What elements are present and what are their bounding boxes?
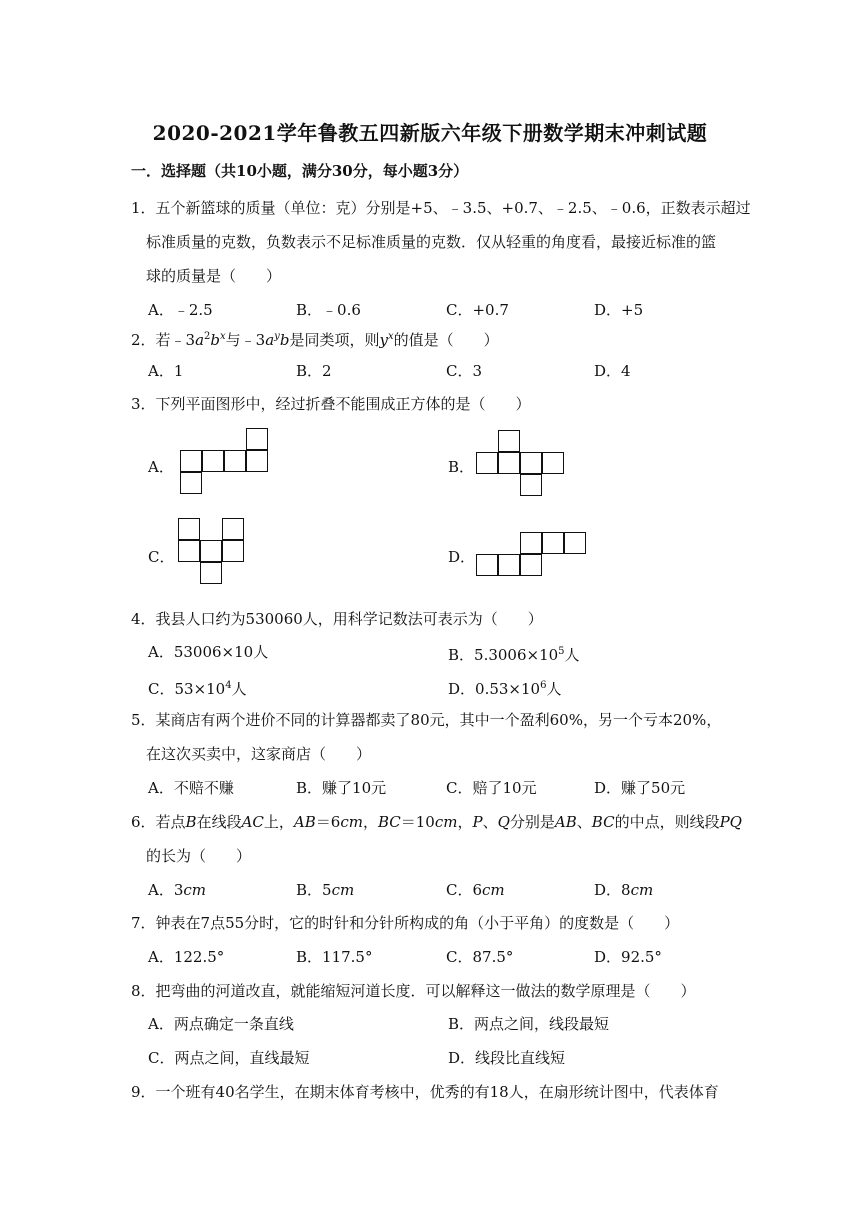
q4-option-d: D．$0.53\times 10^6$人 (448, 680, 562, 698)
q3-option-b-label: B． (448, 458, 475, 476)
q5-option-c: C．赔了10元 (446, 779, 537, 797)
q4-option-a: A．53006×10人 (148, 643, 269, 661)
q4-option-c: C．$53\times 10^4$人 (148, 680, 247, 698)
q2-option-b: B．2 (296, 362, 332, 380)
q7-option-a: A．122.5° (148, 948, 225, 966)
q5-option-b: B．赚了10元 (296, 779, 387, 797)
q8-option-c: C．两点之间，直线最短 (148, 1049, 310, 1067)
q5-option-d: D．赚了50元 (594, 779, 686, 797)
q9-line1: 9．一个班有40名学生，在期末体育考核中，优秀的有18人，在扇形统计图中，代表体育 (131, 1083, 719, 1101)
q3-option-d-label: D． (448, 548, 476, 566)
q2-line1: 2．若$﹣3a^2b^x$与$﹣3a^yb$是同类项，则$y^x$的值是（ ） (131, 331, 499, 349)
q6-option-c: C．6cm (446, 881, 505, 899)
q3-option-a-label: A． (148, 458, 174, 476)
q1-line1: 1．五个新篮球的质量（单位：克）分别是+5、﹣3.5、+0.7、﹣2.5、﹣0.6，正数表示超过 (131, 199, 751, 217)
q5-option-a: A．不赔不赚 (148, 779, 234, 797)
q6-option-b: B．5cm (296, 881, 355, 899)
q2-option-c: C．3 (446, 362, 483, 380)
q8-option-b: B．两点之间，线段最短 (448, 1015, 610, 1033)
q8-option-a: A．两点确定一条直线 (148, 1015, 294, 1033)
q5-line2: 在这次买卖中，这家商店（ ） (146, 745, 372, 763)
q4-option-b: B．$5.3006\times 10^5$人 (448, 646, 580, 664)
q2-option-d: D．4 (594, 362, 631, 380)
q7-option-c: C．87.5° (446, 948, 514, 966)
q6-line1: 6．若点B在线段AC上，AB＝6cm，BC＝10cm，P、Q分别是AB、BC的中点，则线段PQ (131, 813, 742, 831)
q8-option-d: D．线段比直线短 (448, 1049, 566, 1067)
q6-option-a: A．3cm (148, 881, 207, 899)
q1-line2: 标准质量的克数，负数表示不足标准质量的克数．仅从轻重的角度看，最接近标准的篮 (146, 233, 717, 251)
q6-line2: 的长为（ ） (146, 847, 252, 865)
q1-option-d: D．+5 (594, 301, 644, 319)
q2-option-a: A．1 (148, 362, 184, 380)
q3-line1: 3．下列平面图形中，经过折叠不能围成正方体的是（ ） (131, 395, 531, 413)
q1-option-a: A．﹣2.5 (148, 301, 213, 319)
q5-line1: 5．某商店有两个进价不同的计算器都卖了80元，其中一个盈利60%，另一个亏本20%， (131, 711, 722, 729)
q7-option-b: B．117.5° (296, 948, 373, 966)
q6-option-d: D．8cm (594, 881, 654, 899)
page-title: 2020-2021学年鲁教五四新版六年级下册数学期末冲刺试题 (152, 121, 708, 145)
q3-option-c-label: C． (148, 548, 175, 566)
q8-line1: 8．把弯曲的河道改直，就能缩短河道长度．可以解释这一做法的数学原理是（ ） (131, 982, 696, 1000)
q1-option-c: C．+0.7 (446, 301, 509, 319)
q7-option-d: D．92.5° (594, 948, 662, 966)
q4-line1: 4．我县人口约为530060人，用科学记数法可表示为（ ） (131, 610, 543, 628)
q1-line3: 球的质量是（ ） (146, 267, 282, 285)
q1-option-b: B．﹣0.6 (296, 301, 361, 319)
q7-line1: 7．钟表在7点55分时，它的时针和分针所构成的角（小于平角）的度数是（ ） (131, 914, 680, 932)
section-heading: 一．选择题（共10小题，满分30分，每小题3分） (131, 162, 469, 180)
